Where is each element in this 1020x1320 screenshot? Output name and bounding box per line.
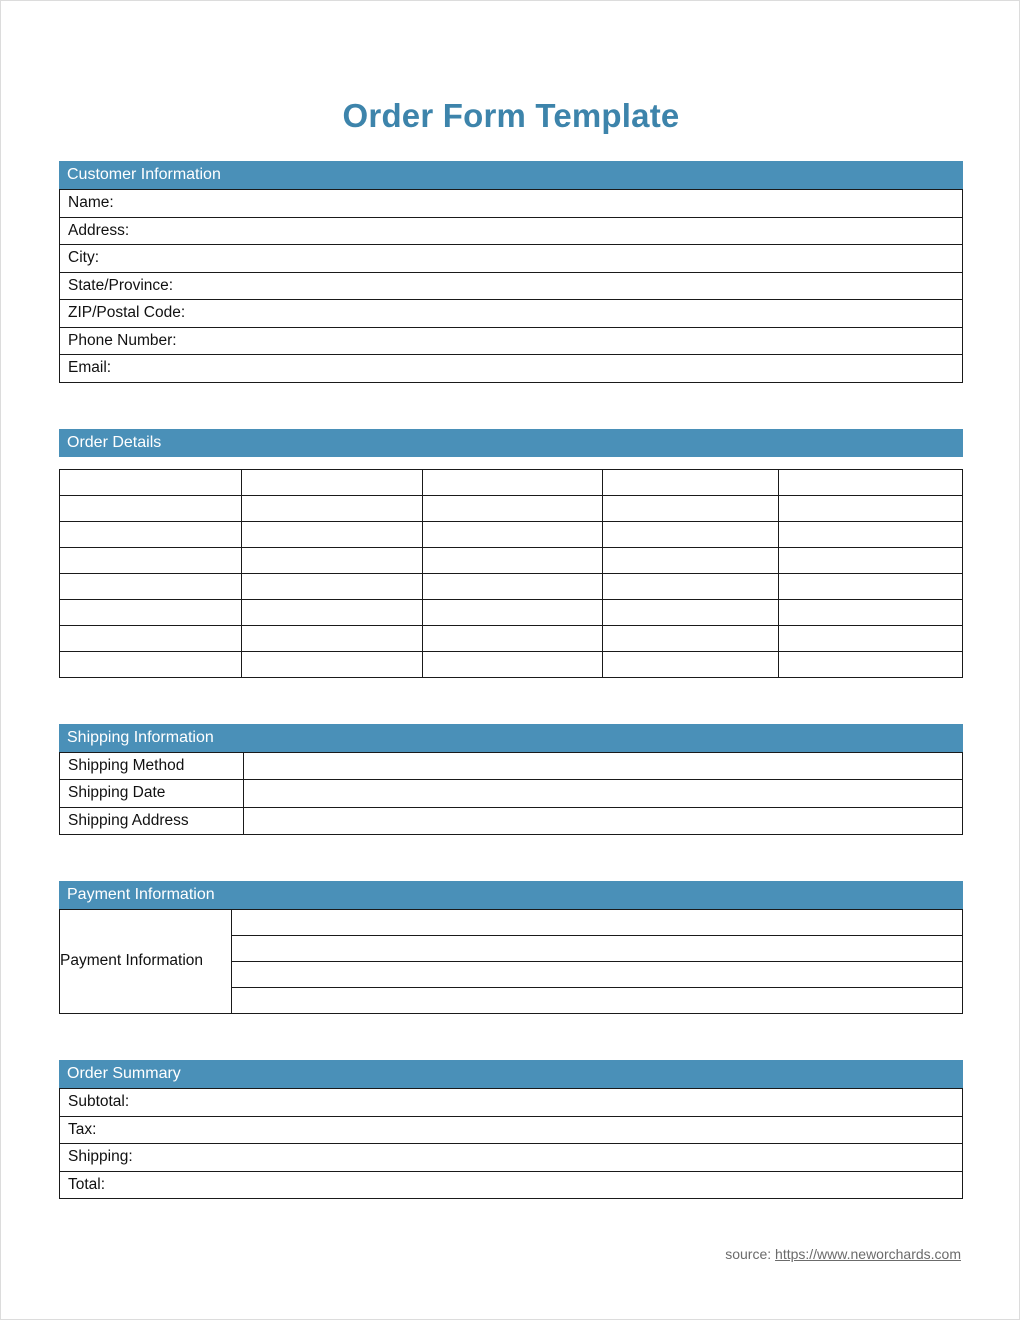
field-label-city[interactable]: City: [60, 245, 963, 273]
source-prefix: source: [725, 1246, 776, 1262]
section-header-shipping-information: Shipping Information [59, 724, 963, 752]
table-row [60, 752, 963, 780]
section-payment-information [59, 881, 963, 1014]
document-content [59, 1, 963, 1199]
section-header-order-details: Order Details [59, 429, 963, 457]
page-title: Order Form Template [342, 97, 680, 134]
section-customer-information [59, 161, 963, 383]
table-row [60, 1144, 963, 1172]
order-details-table [59, 469, 963, 678]
order-cell[interactable] [60, 625, 242, 651]
order-cell[interactable] [603, 495, 779, 521]
order-cell[interactable] [779, 599, 963, 625]
order-cell[interactable] [242, 573, 423, 599]
source-attribution [725, 1246, 961, 1262]
section-header-order-summary: Order Summary [59, 1060, 963, 1088]
order-cell[interactable] [60, 651, 242, 677]
field-label-total[interactable]: Total: [60, 1171, 963, 1199]
order-cell[interactable] [603, 573, 779, 599]
field-label-shipping-date: Shipping Date [60, 780, 244, 808]
customer-information-table [59, 189, 963, 383]
table-row [60, 355, 963, 383]
order-cell[interactable] [779, 651, 963, 677]
field-value-shipping-method[interactable] [244, 752, 963, 780]
spacer [59, 457, 963, 469]
order-cell[interactable] [60, 469, 242, 495]
field-label-shipping-address: Shipping Address [60, 807, 244, 835]
table-row [60, 573, 963, 599]
order-cell[interactable] [423, 573, 603, 599]
table-row [60, 599, 963, 625]
table-row [60, 495, 963, 521]
order-cell[interactable] [242, 521, 423, 547]
field-value-shipping-date[interactable] [244, 780, 963, 808]
order-cell[interactable] [779, 495, 963, 521]
payment-information-table [59, 909, 963, 1014]
table-row [60, 1171, 963, 1199]
field-label-zip-postal-code[interactable]: ZIP/Postal Code: [60, 300, 963, 328]
order-cell[interactable] [423, 521, 603, 547]
section-order-details [59, 429, 963, 678]
table-row [60, 910, 963, 936]
order-cell[interactable] [603, 469, 779, 495]
order-summary-table [59, 1088, 963, 1199]
order-cell[interactable] [779, 547, 963, 573]
payment-line-4[interactable] [232, 988, 963, 1014]
table-row [60, 300, 963, 328]
field-label-shipping[interactable]: Shipping: [60, 1144, 963, 1172]
table-row [60, 190, 963, 218]
table-row [60, 780, 963, 808]
table-row [60, 469, 963, 495]
order-cell[interactable] [242, 625, 423, 651]
field-label-phone-number[interactable]: Phone Number: [60, 327, 963, 355]
payment-line-2[interactable] [232, 936, 963, 962]
field-label-payment-information: Payment Information [60, 910, 232, 1014]
section-header-customer-information: Customer Information [59, 161, 963, 189]
order-cell[interactable] [242, 495, 423, 521]
table-row [60, 272, 963, 300]
table-row [60, 1116, 963, 1144]
section-header-payment-information: Payment Information [59, 881, 963, 909]
order-cell[interactable] [423, 651, 603, 677]
order-cell[interactable] [603, 599, 779, 625]
table-row [60, 547, 963, 573]
order-cell[interactable] [603, 625, 779, 651]
order-cell[interactable] [60, 547, 242, 573]
field-label-email[interactable]: Email: [60, 355, 963, 383]
section-shipping-information [59, 724, 963, 836]
table-row [60, 327, 963, 355]
order-cell[interactable] [423, 599, 603, 625]
order-cell[interactable] [603, 547, 779, 573]
order-cell[interactable] [242, 651, 423, 677]
order-cell[interactable] [60, 573, 242, 599]
order-cell[interactable] [242, 547, 423, 573]
source-link[interactable]: https://www.neworchards.com [775, 1246, 961, 1262]
field-label-subtotal[interactable]: Subtotal: [60, 1089, 963, 1117]
field-label-name[interactable]: Name: [60, 190, 963, 218]
field-label-address[interactable]: Address: [60, 217, 963, 245]
order-cell[interactable] [60, 521, 242, 547]
table-row [60, 521, 963, 547]
field-label-state-province[interactable]: State/Province: [60, 272, 963, 300]
shipping-information-table [59, 752, 963, 836]
table-row [60, 625, 963, 651]
payment-line-1[interactable] [232, 910, 963, 936]
table-row [60, 217, 963, 245]
payment-line-3[interactable] [232, 962, 963, 988]
order-cell[interactable] [779, 625, 963, 651]
order-cell[interactable] [779, 521, 963, 547]
order-cell[interactable] [423, 547, 603, 573]
field-label-shipping-method: Shipping Method [60, 752, 244, 780]
order-cell[interactable] [60, 599, 242, 625]
order-cell[interactable] [779, 573, 963, 599]
table-row [60, 807, 963, 835]
order-cell[interactable] [423, 469, 603, 495]
table-row [60, 651, 963, 677]
order-cell[interactable] [242, 599, 423, 625]
order-cell[interactable] [423, 495, 603, 521]
table-row [60, 245, 963, 273]
field-label-tax[interactable]: Tax: [60, 1116, 963, 1144]
order-cell[interactable] [603, 651, 779, 677]
order-cell[interactable] [603, 521, 779, 547]
table-row [60, 1089, 963, 1117]
order-cell[interactable] [60, 495, 242, 521]
section-order-summary [59, 1060, 963, 1199]
field-value-shipping-address[interactable] [244, 807, 963, 835]
order-cell[interactable] [423, 625, 603, 651]
order-cell[interactable] [242, 469, 423, 495]
order-cell[interactable] [779, 469, 963, 495]
